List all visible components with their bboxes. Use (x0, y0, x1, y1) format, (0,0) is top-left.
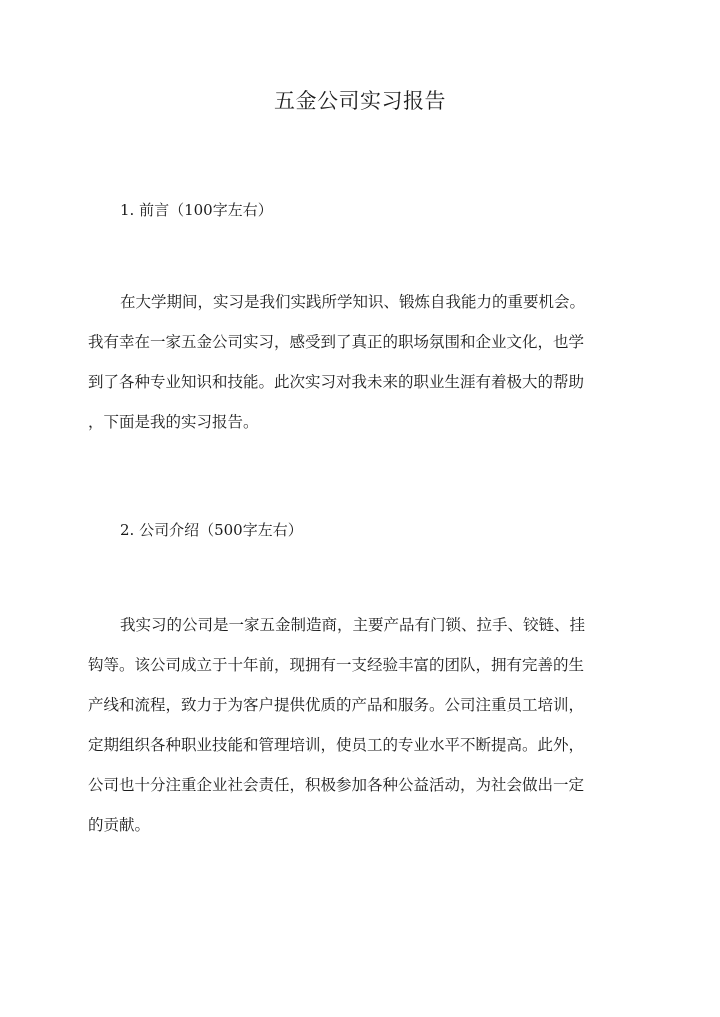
paragraph-line: 产线和流程，致力于为客户提供优质的产品和服务。公司注重员工培训， (88, 696, 585, 714)
paragraph-line: 到了各种专业知识和技能。此次实习对我未来的职业生涯有着极大的帮助 (88, 373, 585, 391)
paragraph-line: 公司也十分注重企业社会责任，积极参加各种公益活动，为社会做出一定 (88, 776, 585, 794)
paragraph-line: 定期组织各种职业技能和管理培训，使员工的专业水平不断提高。此外， (88, 736, 585, 754)
paragraph-line: 钩等。该公司成立于十年前，现拥有一支经验丰富的团队，拥有完善的生 (88, 656, 585, 674)
document-title: 五金公司实习报告 (274, 89, 446, 113)
paragraph-line: 我实习的公司是一家五金制造商，主要产品有门锁、拉手、铰链、挂 (120, 616, 586, 634)
paragraph-line: 的贡献。 (88, 816, 151, 834)
paragraph-line: 在大学期间，实习是我们实践所学知识、锻炼自我能力的重要机会。 (120, 293, 586, 311)
section-paragraph-company (88, 605, 634, 845)
paragraph-line: ，下面是我的实习报告。 (88, 413, 259, 431)
section-paragraph-preface (88, 282, 634, 442)
paragraph-line: 我有幸在一家五金公司实习，感受到了真正的职场氛围和企业文化，也学 (88, 333, 585, 351)
section-heading-company: 2. 公司介绍（500字左右） (120, 521, 303, 539)
section-heading-preface: 1. 前言（100字左右） (120, 201, 273, 219)
